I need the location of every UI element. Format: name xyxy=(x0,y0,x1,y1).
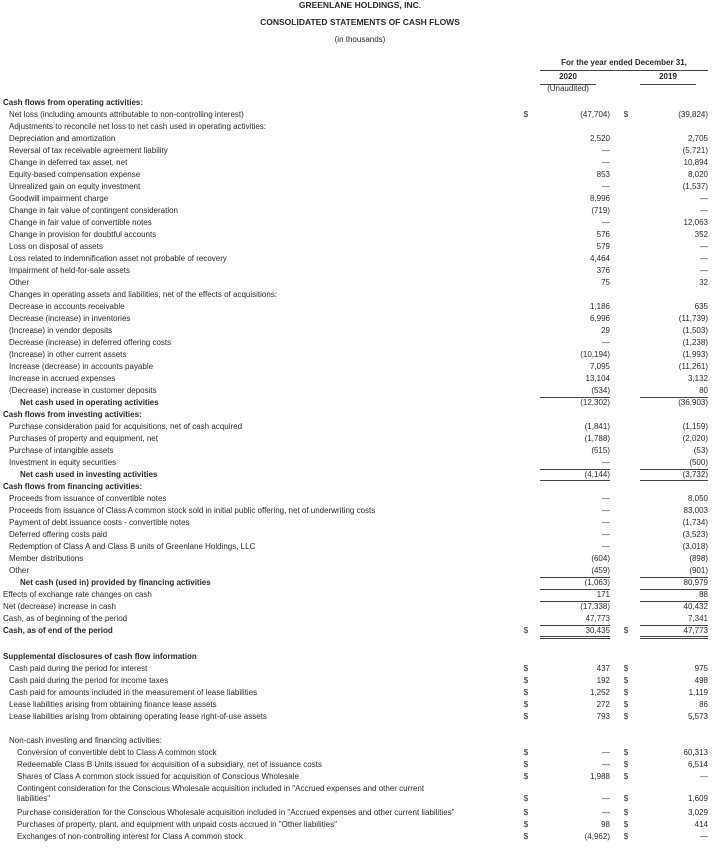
statement-row xyxy=(0,133,720,145)
statement-row xyxy=(0,517,720,529)
value-2019: 80 xyxy=(699,386,708,395)
value-2019: (5,721) xyxy=(682,146,708,155)
row-label: Reversal of tax receivable agreement liability xyxy=(9,146,168,155)
row-label: Exchanges of non-controlling interest for Class A common stock xyxy=(17,832,243,841)
value-2019: (36,903) xyxy=(640,397,708,409)
value-2019: — xyxy=(700,242,708,251)
value-2020: (1,063) xyxy=(540,577,610,589)
currency-2019: $ xyxy=(623,664,629,673)
statement-row xyxy=(0,541,720,553)
value-2020: 30,435 xyxy=(540,625,610,637)
value-2020: 8,996 xyxy=(589,194,610,203)
value-2020: — xyxy=(602,748,610,757)
currency-2020: $ xyxy=(523,832,529,841)
value-2020: — xyxy=(602,542,610,551)
statement-row xyxy=(0,783,720,807)
row-label: Net cash (used in) provided by financing activities xyxy=(20,578,211,587)
statement-row xyxy=(0,675,720,687)
statement-row xyxy=(0,433,720,445)
value-2020: — xyxy=(602,760,610,769)
value-2019: — xyxy=(700,266,708,275)
statement-row xyxy=(0,229,720,241)
value-2019: (898) xyxy=(689,554,708,563)
value-2020: 75 xyxy=(601,278,610,287)
row-label: Loss related to indemnification asset not probable of recovery xyxy=(9,254,227,263)
value-2019: 10,894 xyxy=(683,158,708,167)
statement-row xyxy=(0,397,720,409)
value-2019: (3,523) xyxy=(682,530,708,539)
value-2019: (500) xyxy=(689,458,708,467)
statement-row xyxy=(0,505,720,517)
value-2020: — xyxy=(602,182,610,191)
value-2019: — xyxy=(700,832,708,841)
value-2020: (1,841) xyxy=(584,422,610,431)
period-header-rule xyxy=(540,70,708,71)
statement-row xyxy=(0,565,720,577)
value-2019: 498 xyxy=(694,676,708,685)
value-2020: 579 xyxy=(596,242,610,251)
row-label: Loss on disposal of assets xyxy=(9,242,103,251)
statement-row xyxy=(0,625,720,637)
currency-2020: $ xyxy=(523,772,529,781)
currency-2020: $ xyxy=(523,794,529,803)
value-2019: 5,573 xyxy=(687,712,708,721)
statement-row xyxy=(0,687,720,699)
row-label: Net (decrease) increase in cash xyxy=(3,602,116,611)
currency-2019: $ xyxy=(623,760,629,769)
value-2019: 635 xyxy=(694,302,708,311)
currency-2019: $ xyxy=(623,688,629,697)
statement-row xyxy=(0,385,720,397)
value-2019: (11,739) xyxy=(678,314,708,323)
row-label: Decrease (increase) in inventories xyxy=(9,314,131,323)
statement-row xyxy=(0,747,720,759)
row-label: Changes in operating assets and liabilities, net of the effects of acquisitions: xyxy=(9,290,278,299)
currency-2019: $ xyxy=(623,794,629,803)
value-2019: 2,705 xyxy=(687,134,708,143)
currency-2019: $ xyxy=(623,700,629,709)
row-label: Member distributions xyxy=(9,554,84,563)
value-2020: 4,464 xyxy=(589,254,610,263)
value-2019: — xyxy=(700,194,708,203)
currency-2019: $ xyxy=(623,110,629,119)
value-2019: (53) xyxy=(693,446,708,455)
currency-2019: $ xyxy=(623,772,629,781)
value-2020: (12,302) xyxy=(540,397,610,409)
value-2020: (459) xyxy=(591,566,610,575)
value-2020: 192 xyxy=(596,676,610,685)
value-2020: 171 xyxy=(540,589,610,601)
statement-row xyxy=(0,157,720,169)
row-label: Increase in accrued expenses xyxy=(9,374,116,383)
row-label: Change in fair value of contingent consideration xyxy=(9,206,178,215)
statement-row xyxy=(0,121,720,133)
statement-title: CONSOLIDATED STATEMENTS OF CASH FLOWS xyxy=(260,17,460,27)
statement-row xyxy=(0,97,720,109)
row-label: (Increase) in vendor deposits xyxy=(9,326,113,335)
value-2020: (10,194) xyxy=(580,350,610,359)
statement-row xyxy=(0,193,720,205)
statement-row xyxy=(0,819,720,831)
value-2019: (3,732) xyxy=(640,469,708,481)
value-2019: (2,020) xyxy=(682,434,708,443)
statement-row xyxy=(0,289,720,301)
statement-row xyxy=(0,181,720,193)
currency-2019: $ xyxy=(623,832,629,841)
value-2019: 1,609 xyxy=(687,794,708,803)
value-2020: — xyxy=(602,530,610,539)
row-label: Change in deferred tax asset, net xyxy=(9,158,128,167)
value-2020: (17,338) xyxy=(540,601,610,613)
value-2019: (1,993) xyxy=(682,350,708,359)
statement-row xyxy=(0,651,720,663)
statement-row xyxy=(0,145,720,157)
row-label: Non-cash investing and financing activities: xyxy=(9,736,162,745)
statement-row xyxy=(0,613,720,625)
value-2020: 437 xyxy=(596,664,610,673)
statement-row xyxy=(0,493,720,505)
value-2019: 47,773 xyxy=(640,625,708,637)
value-2020: (47,704) xyxy=(580,110,610,119)
statement-row xyxy=(0,109,720,121)
value-2019: (1,238) xyxy=(682,338,708,347)
statement-row xyxy=(0,577,720,589)
statement-row xyxy=(0,771,720,783)
row-label: Goodwill impairment charge xyxy=(9,194,109,203)
row-label: Cash paid during the period for income taxes xyxy=(9,676,169,685)
row-label: Lease liabilities arising from obtaining finance lease assets xyxy=(9,700,217,709)
value-2019: 3,132 xyxy=(687,374,708,383)
value-2019: (3,018) xyxy=(682,542,708,551)
value-2020: 98 xyxy=(601,820,610,829)
row-label: (Decrease) increase in customer deposits xyxy=(9,386,157,395)
value-2019: 352 xyxy=(694,230,708,239)
company-name: GREENLANE HOLDINGS, INC. xyxy=(298,0,422,10)
statement-row xyxy=(0,313,720,325)
currency-2020: $ xyxy=(523,676,529,685)
row-label: Purchase consideration for the Conscious Wholesale acquisition included in "Accrued expenses and other current liabilities" xyxy=(17,808,455,817)
value-2020: 29 xyxy=(601,326,610,335)
value-2019: 60,313 xyxy=(683,748,708,757)
row-label: Cash flows from operating activities: xyxy=(3,98,144,107)
value-2019: 8,050 xyxy=(687,494,708,503)
value-2020: 376 xyxy=(596,266,610,275)
statement-row xyxy=(0,409,720,421)
statement-row xyxy=(0,373,720,385)
currency-2020: $ xyxy=(523,808,529,817)
statement-row xyxy=(0,325,720,337)
statement-row xyxy=(0,759,720,771)
statement-subtitle: (in thousands) xyxy=(334,35,386,44)
statement-row xyxy=(0,601,720,613)
value-2020: — xyxy=(602,494,610,503)
value-2020: — xyxy=(602,338,610,347)
currency-2019: $ xyxy=(623,626,629,635)
currency-2019: $ xyxy=(623,808,629,817)
value-2020: (534) xyxy=(591,386,610,395)
row-label: Cash, as of end of the period xyxy=(3,626,113,635)
value-2019: — xyxy=(700,206,708,215)
value-2020: (515) xyxy=(591,446,610,455)
row-label: Adjustments to reconcile net loss to net cash used in operating activities: xyxy=(9,122,267,131)
statement-row xyxy=(0,217,720,229)
value-2019: 40,432 xyxy=(640,601,708,613)
statement-row xyxy=(0,337,720,349)
statement-row xyxy=(0,301,720,313)
statement-row xyxy=(0,735,720,747)
value-2019: 12,063 xyxy=(683,218,708,227)
value-2019: 86 xyxy=(699,700,708,709)
row-label: Redeemable Class B Units issued for acquisition of a subsidiary, net of issuance costs xyxy=(17,760,322,769)
row-label: Change in provision for doubtful accounts xyxy=(9,230,157,239)
value-2020: — xyxy=(602,794,610,803)
value-2020: — xyxy=(602,458,610,467)
value-2020: — xyxy=(602,146,610,155)
value-2020: (4,144) xyxy=(540,469,610,481)
row-label: Net loss (including amounts attributable to non-controlling interest) xyxy=(9,110,244,119)
row-label: Effects of exchange rate changes on cash xyxy=(3,590,152,599)
value-2019: 7,341 xyxy=(687,614,708,623)
currency-2020: $ xyxy=(523,820,529,829)
row-label: Net cash used in investing activities xyxy=(20,470,158,479)
value-2020: 272 xyxy=(596,700,610,709)
row-label: Other xyxy=(9,566,30,575)
row-label: Shares of Class A common stock issued for acquisition of Conscious Wholesale xyxy=(17,772,299,781)
statement-row xyxy=(0,663,720,675)
row-label: Decrease in accounts receivable xyxy=(9,302,125,311)
value-2020: (604) xyxy=(591,554,610,563)
value-2019: (1,734) xyxy=(682,518,708,527)
statement-row xyxy=(0,481,720,493)
statement-row xyxy=(0,169,720,181)
value-2020: 6,996 xyxy=(589,314,610,323)
value-2020: 853 xyxy=(596,170,610,179)
value-2020: 47,773 xyxy=(585,614,610,623)
statement-row xyxy=(0,807,720,819)
period-header: For the year ended December 31, xyxy=(561,58,687,67)
row-label: Proceeds from issuance of Class A common stock sold in initial public offering, net of underwriting costs xyxy=(9,506,376,515)
value-2020: 7,095 xyxy=(589,362,610,371)
value-2019: (901) xyxy=(689,566,708,575)
statement-row xyxy=(0,445,720,457)
currency-2020: $ xyxy=(523,664,529,673)
row-label: Purchases of property and equipment, net xyxy=(9,434,158,443)
statement-row xyxy=(0,469,720,481)
row-label: Payment of debt issuance costs - convertible notes xyxy=(9,518,190,527)
value-2019: 88 xyxy=(640,589,708,601)
row-label: Decrease (increase) in deferred offering costs xyxy=(9,338,172,347)
currency-2019: $ xyxy=(623,748,629,757)
value-2020: — xyxy=(602,158,610,167)
value-2019: 32 xyxy=(699,278,708,287)
row-label: Purchase of intangible assets xyxy=(9,446,114,455)
value-2019: — xyxy=(700,772,708,781)
currency-2020: $ xyxy=(523,700,529,709)
row-label: Deferred offering costs paid xyxy=(9,530,108,539)
currency-2020: $ xyxy=(523,712,529,721)
row-label-continued: liabilities" xyxy=(17,794,51,803)
statement-row xyxy=(0,205,720,217)
currency-2019: $ xyxy=(623,820,629,829)
statement-row xyxy=(0,529,720,541)
value-2020: — xyxy=(602,506,610,515)
row-label: Unrealized gain on equity investment xyxy=(9,182,141,191)
row-label: (Increase) in other current assets xyxy=(9,350,127,359)
row-label: Impairment of held-for-sale assets xyxy=(9,266,130,275)
value-2019: 414 xyxy=(694,820,708,829)
value-2019: 80,979 xyxy=(640,577,708,589)
statement-row xyxy=(0,711,720,723)
value-2020: 1,252 xyxy=(589,688,610,697)
statement-row xyxy=(0,589,720,601)
row-label: Proceeds from issuance of convertible notes xyxy=(9,494,167,503)
value-2020: 576 xyxy=(596,230,610,239)
value-2019: 83,003 xyxy=(683,506,708,515)
row-label: Cash flows from financing activities: xyxy=(3,482,143,491)
value-2020: (1,788) xyxy=(584,434,610,443)
value-2020: 13,104 xyxy=(585,374,610,383)
unaudited-note: (Unaudited) xyxy=(547,84,589,93)
row-label: Supplemental disclosures of cash flow information xyxy=(3,652,197,661)
currency-2020: $ xyxy=(523,760,529,769)
value-2020: — xyxy=(602,518,610,527)
value-2020: 1,186 xyxy=(589,302,610,311)
row-label: Net cash used in operating activities xyxy=(20,398,159,407)
statement-row xyxy=(0,457,720,469)
year-2020-header: 2020 xyxy=(559,72,577,81)
value-2019: (1,503) xyxy=(682,326,708,335)
value-2019: 975 xyxy=(694,664,708,673)
row-label: Contingent consideration for the Conscious Wholesale acquisition included in "Accrued expenses and other current xyxy=(17,784,425,793)
value-2019: 8,020 xyxy=(687,170,708,179)
value-2020: — xyxy=(602,218,610,227)
value-2019: 3,029 xyxy=(687,808,708,817)
statement-row xyxy=(0,699,720,711)
row-label: Depreciation and amortization xyxy=(9,134,116,143)
statement-row xyxy=(0,421,720,433)
statement-row xyxy=(0,349,720,361)
value-2019: 6,514 xyxy=(687,760,708,769)
statement-row xyxy=(0,361,720,373)
row-label: Increase (decrease) in accounts payable xyxy=(9,362,154,371)
statement-row xyxy=(0,265,720,277)
statement-row xyxy=(0,553,720,565)
statement-row xyxy=(0,831,720,843)
row-label: Cash, as of beginning of the period xyxy=(3,614,128,623)
row-label: Investment in equity securities xyxy=(9,458,117,467)
statement-row xyxy=(0,277,720,289)
value-2020: 1,988 xyxy=(589,772,610,781)
year-2019-rule xyxy=(640,84,696,85)
value-2020: — xyxy=(602,808,610,817)
row-label: Lease liabilities arising from obtaining operating lease right-of-use assets xyxy=(9,712,267,721)
value-2019: (1,537) xyxy=(682,182,708,191)
currency-2020: $ xyxy=(523,110,529,119)
row-label: Purchases of property, plant, and equipment with unpaid costs accrued in "Other liabilities" xyxy=(17,820,337,829)
row-label: Change in fair value of convertible notes xyxy=(9,218,152,227)
value-2019: 1,119 xyxy=(688,688,708,697)
row-label: Cash paid for amounts included in the measurement of lease liabilities xyxy=(9,688,258,697)
value-2019: (39,824) xyxy=(678,110,708,119)
value-2020: (719) xyxy=(591,206,610,215)
currency-2020: $ xyxy=(523,626,529,635)
value-2019: (11,261) xyxy=(678,362,708,371)
row-label: Equity-based compensation expense xyxy=(9,170,141,179)
value-2019: (1,159) xyxy=(682,422,708,431)
row-label: Cash paid during the period for interest xyxy=(9,664,148,673)
currency-2020: $ xyxy=(523,748,529,757)
statement-row xyxy=(0,241,720,253)
year-2019-header: 2019 xyxy=(659,72,677,81)
value-2019: — xyxy=(700,254,708,263)
row-label: Conversion of convertible debt to Class A common stock xyxy=(17,748,217,757)
value-2020: 2,520 xyxy=(589,134,610,143)
row-label: Purchase consideration paid for acquisitions, net of cash acquired xyxy=(9,422,243,431)
row-label: Redemption of Class A and Class B units of Greenlane Holdings, LLC xyxy=(9,542,256,551)
value-2020: 793 xyxy=(596,712,610,721)
currency-2020: $ xyxy=(523,688,529,697)
currency-2019: $ xyxy=(623,712,629,721)
row-label: Other xyxy=(9,278,30,287)
statement-row xyxy=(0,253,720,265)
row-label: Cash flows from investing activities: xyxy=(3,410,142,419)
value-2020: (4,962) xyxy=(584,832,610,841)
currency-2019: $ xyxy=(623,676,629,685)
